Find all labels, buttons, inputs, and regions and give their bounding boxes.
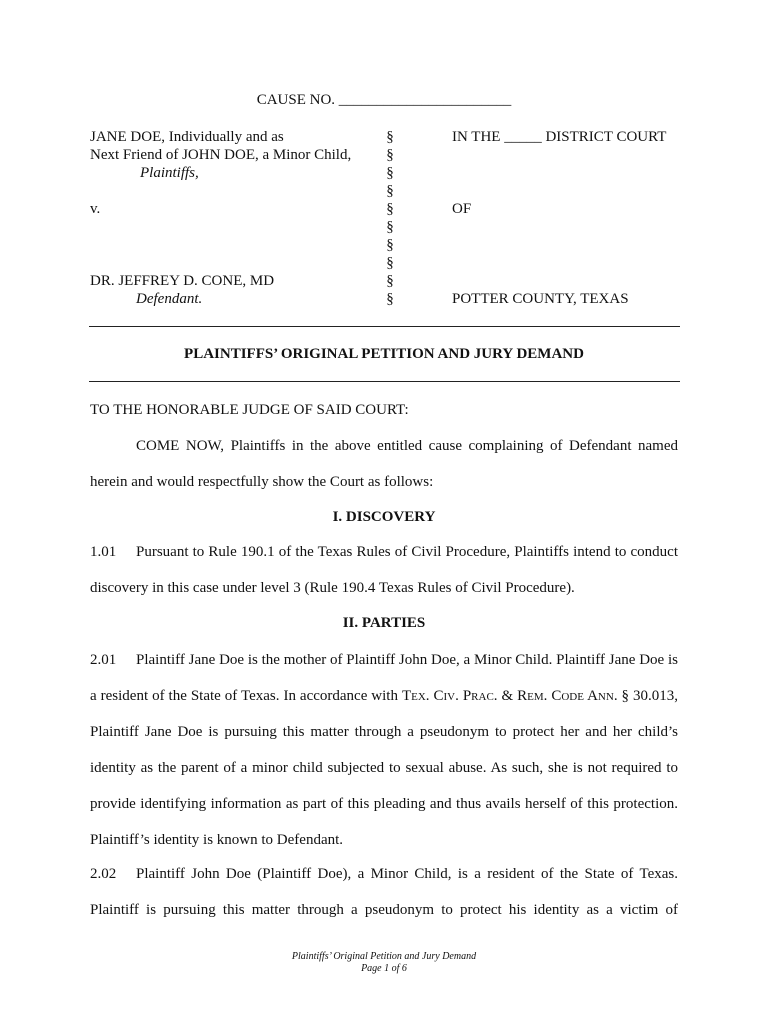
versus-label: v. — [90, 201, 101, 217]
defendant-label-text: Defendant. — [136, 291, 203, 307]
caption-spacer — [452, 182, 692, 200]
court-of: OF — [452, 201, 472, 217]
paragraph-line: discovery in this case under level 3 (Rule 190.4 Texas Rules of Civil Procedure). — [90, 580, 575, 596]
paragraph-1-01 — [90, 534, 678, 606]
caption-spacer — [452, 146, 692, 164]
case-caption — [90, 128, 690, 312]
paragraph-2-02 — [90, 856, 678, 928]
caption-parties — [90, 128, 380, 308]
paragraph-number: 2.01 — [90, 652, 117, 668]
document-title: PLAINTIFFS’ ORIGINAL PETITION AND JURY DEMAND — [184, 346, 584, 362]
section-symbol: § — [386, 273, 394, 289]
footer-page-number: Page 1 of 6 — [361, 963, 407, 974]
intro-paragraph — [90, 428, 678, 500]
intro-line: COME NOW, Plaintiffs in the above entitled cause complaining of Defendant named — [136, 438, 678, 454]
caption-spacer — [452, 218, 692, 236]
caption-spacer — [452, 272, 692, 290]
paragraph-line — [90, 534, 678, 570]
section-heading-discovery: I. DISCOVERY — [332, 509, 436, 525]
paragraph-text: a resident of the State of Texas. In accordance with — [90, 688, 402, 704]
paragraph-line: Plaintiff’s identity is known to Defendant. — [90, 832, 344, 848]
page-footer — [0, 951, 768, 975]
paragraph-line — [90, 642, 678, 678]
section-symbol: § — [386, 237, 394, 253]
plaintiff-capacity: Next Friend of JOHN DOE, a Minor Child, — [90, 147, 352, 163]
paragraph-line: provide identifying information as part of this pleading and thus avails herself of this protection. — [90, 796, 678, 812]
caption-spacer — [90, 236, 380, 254]
section-symbol: § — [386, 219, 394, 235]
court-county: POTTER COUNTY, TEXAS — [452, 291, 629, 307]
caption-spacer — [90, 182, 380, 200]
plaintiff-name: JANE DOE, Individually and as — [90, 129, 284, 145]
section-symbol: § — [386, 255, 394, 271]
paragraph-line — [90, 856, 678, 892]
paragraph-text: Pursuant to Rule 190.1 of the Texas Rules of Civil Procedure, Plaintiffs intend to conduct — [136, 544, 678, 560]
court-name: IN THE _____ DISTRICT COURT — [452, 129, 667, 145]
paragraph-number: 1.01 — [90, 544, 117, 560]
footer-title: Plaintiffs’ Original Petition and Jury Demand — [291, 951, 477, 962]
paragraph-line: Plaintiff is pursuing this matter through a pseudonym to protect his identity as a victim of — [90, 902, 678, 918]
salutation: TO THE HONORABLE JUDGE OF SAID COURT: — [90, 402, 409, 418]
paragraph-number: 2.02 — [90, 866, 117, 882]
paragraph-line: Plaintiff Jane Doe is pursuing this matter through a pseudonym to protect her and her child’s — [90, 724, 678, 740]
statute-citation: Tex. Civ. Prac. & Rem. Code Ann. — [401, 688, 618, 704]
paragraph-text: Plaintiff John Doe (Plaintiff Doe), a Minor Child, is a resident of the State of Texas. — [136, 866, 678, 882]
plaintiffs-label: Plaintiffs, — [140, 165, 199, 181]
caption-spacer — [452, 254, 692, 272]
intro-line: herein and would respectfully show the Court as follows: — [90, 474, 434, 490]
cause-number: CAUSE NO. _______________________ — [256, 92, 512, 108]
caption-spacer — [90, 218, 380, 236]
section-symbol: § — [386, 129, 394, 145]
section-symbol: § — [386, 147, 394, 163]
paragraph-text: § 30.013, — [617, 688, 679, 704]
caption-spacer — [452, 164, 692, 182]
section-symbol-column — [380, 128, 400, 308]
defendant-label — [90, 290, 380, 308]
section-symbol: § — [386, 201, 394, 217]
defendant-name: DR. JEFFREY D. CONE, MD — [90, 273, 275, 289]
paragraph-line — [90, 678, 678, 714]
caption-spacer — [90, 254, 380, 272]
section-symbol: § — [386, 165, 394, 181]
section-symbol: § — [386, 291, 394, 307]
caption-spacer — [452, 236, 692, 254]
caption-court — [452, 128, 692, 308]
section-heading-parties: II. PARTIES — [342, 615, 426, 631]
section-symbol: § — [386, 183, 394, 199]
paragraph-line: identity as the parent of a minor child subjected to sexual abuse. As such, she is not required to — [90, 760, 678, 776]
paragraph-2-01 — [90, 642, 678, 858]
top-rule — [89, 326, 680, 327]
bottom-rule — [89, 381, 680, 382]
paragraph-text: Plaintiff Jane Doe is the mother of Plaintiff John Doe, a Minor Child. Plaintiff Jane Doe is — [136, 652, 678, 668]
